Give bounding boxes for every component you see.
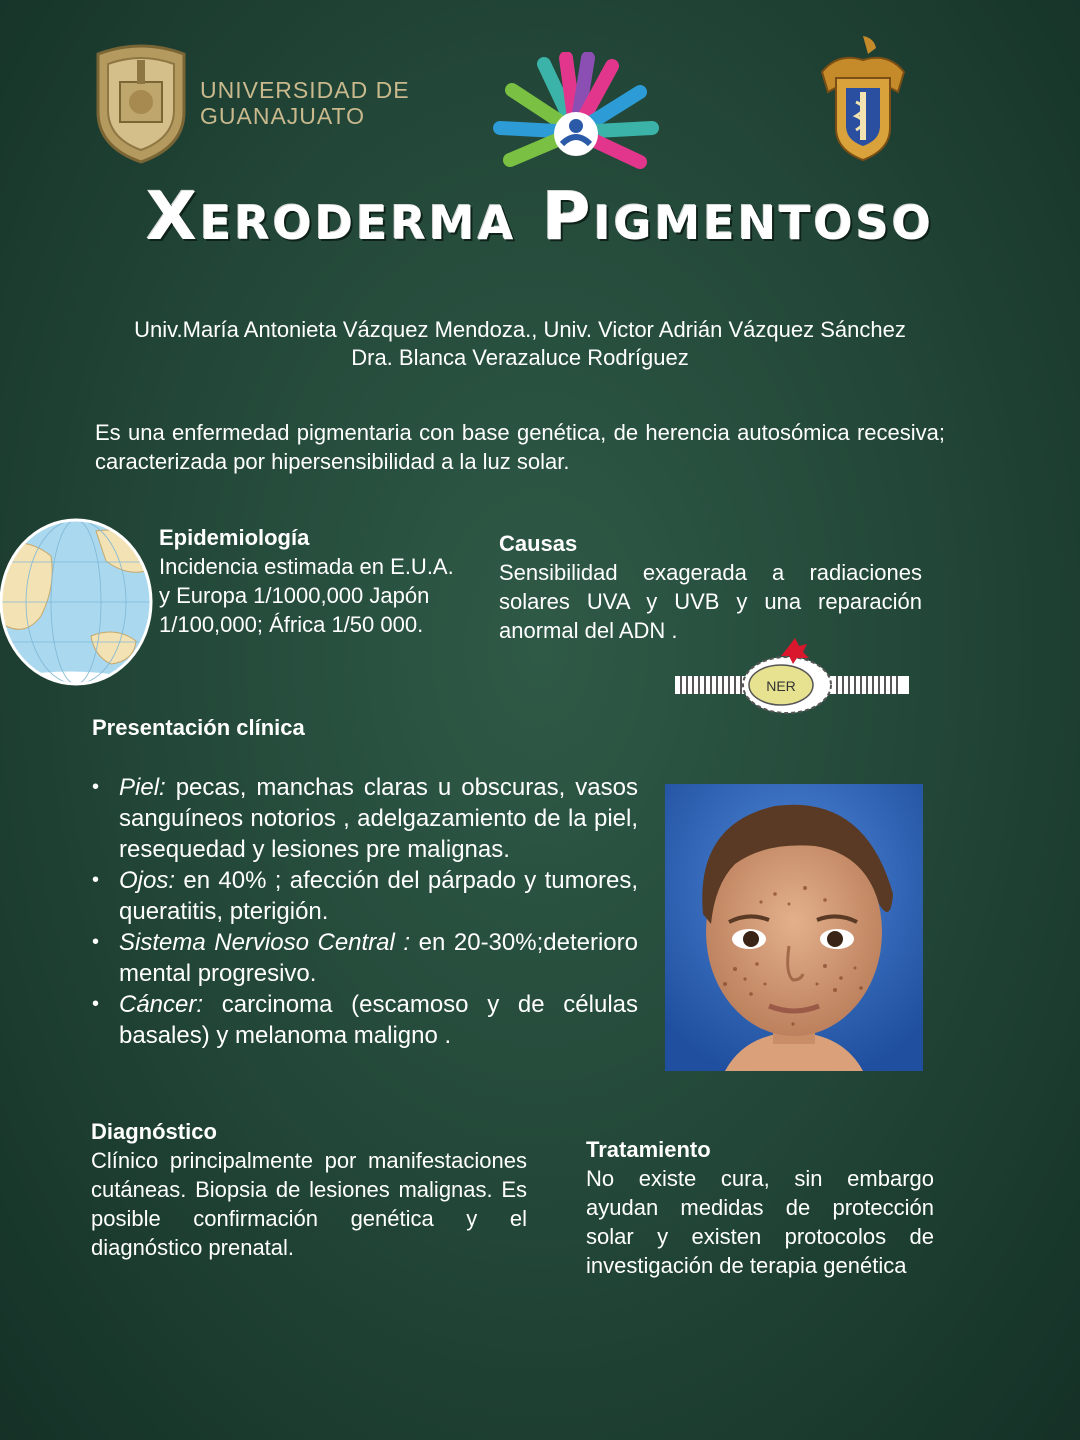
epidemiologia-text: Incidencia estimada en E.U.A. y Europa 1/1000,000 Japón 1/100,000; África 1/50 000. — [159, 554, 454, 637]
diagnostico-heading: Diagnóstico — [91, 1119, 217, 1144]
epidemiologia-heading: Epidemiología — [159, 525, 310, 550]
list-item: • Piel: pecas, manchas claras u obscuras, vasos sanguíneos notorios , adelgazamiento de la piel, resequedad y lesiones pre malignas. — [92, 772, 638, 865]
authors-line-1: Univ.María Antonieta Vázquez Mendoza., Univ. Victor Adrián Vázquez Sánchez — [134, 317, 906, 342]
tratamiento-section — [586, 1136, 934, 1280]
list-item: • Sistema Nervioso Central : en 20-30%;deterioro mental progresivo. — [92, 927, 638, 989]
causas-heading: Causas — [499, 531, 578, 556]
list-item: • Cáncer: carcinoma (escamoso y de células basales) y melanoma maligno . — [92, 989, 638, 1051]
authors-line-2: Dra. Blanca Verazaluce Rodríguez — [351, 345, 689, 370]
causas-text: Sensibilidad exagerada a radiaciones solares UVA y UVB y una reparación anormal del ADN . — [499, 560, 922, 643]
presentacion-list — [92, 772, 638, 1051]
diagnostico-section — [91, 1118, 527, 1262]
authors — [60, 316, 980, 372]
faculty-eagle-shield-logo — [818, 32, 908, 164]
epidemiologia-section — [159, 524, 469, 639]
presentacion-heading: Presentación clínica — [92, 715, 305, 740]
list-item: • Ojos: en 40% ; afección del párpado y tumores, queratitis, pterigión. — [92, 865, 638, 927]
tratamiento-text: No existe cura, sin embargo ayudan medidas de protección solar y existen protocolos de investigación de terapia genética — [586, 1166, 934, 1278]
ner-dna-repair-diagram — [675, 636, 909, 714]
patient-photo — [665, 784, 923, 1071]
tratamiento-heading: Tratamiento — [586, 1137, 711, 1162]
globe-illustration — [0, 516, 156, 688]
university-name: UNIVERSIDAD DE GUANAJUATO — [200, 77, 410, 129]
colorful-hands-logo — [490, 52, 662, 176]
ner-label: NER — [766, 678, 796, 694]
diagnostico-text: Clínico principalmente por manifestaciones cutáneas. Biopsia de lesiones malignas. Es posible confirmación genética y el diagnóstico prenatal. — [91, 1148, 527, 1260]
causas-section — [499, 530, 922, 645]
intro-paragraph: Es una enfermedad pigmentaria con base genética, de herencia autosómica recesiva; caracterizada por hipersensibilidad a la luz solar. — [95, 420, 945, 474]
university-crest-logo — [90, 42, 192, 164]
page-title: Xeroderma Pigmentoso — [146, 178, 934, 255]
